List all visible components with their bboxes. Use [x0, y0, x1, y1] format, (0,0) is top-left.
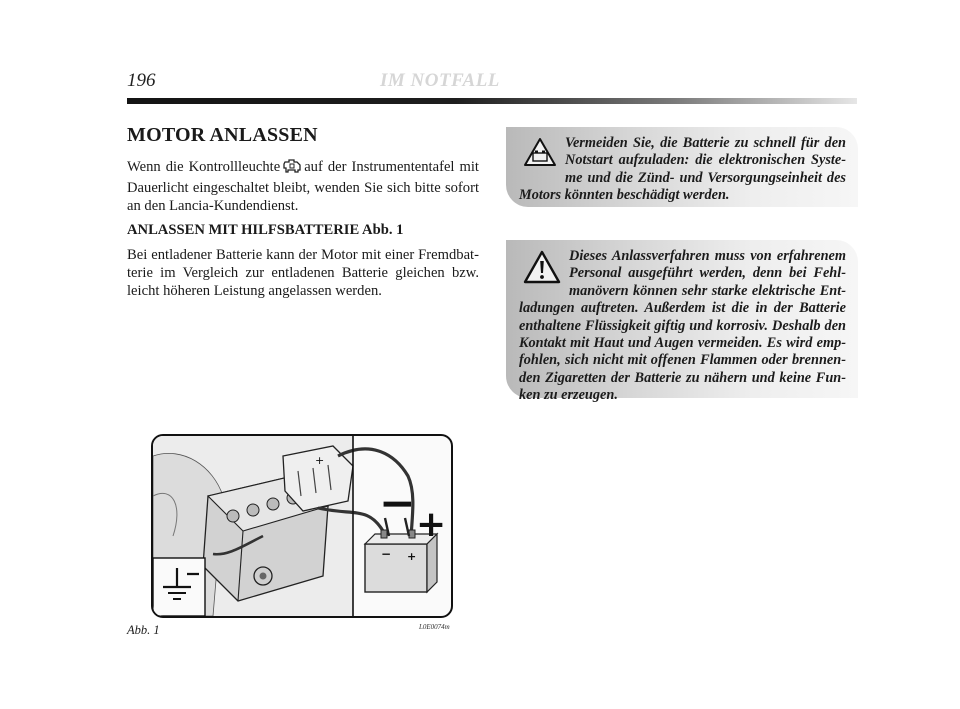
intro-paragraph: [127, 158, 479, 215]
car-battery-plus-label: +: [315, 454, 325, 467]
external-battery-plus-label: +: [416, 504, 447, 545]
engine-fault-lamp-icon: [282, 158, 302, 179]
warning-text-danger: Dieses Anlassverfahren muss von erfahrenem Personal ausgeführt werden, denn bei Fehlmanövern können sehr starke elektrische Entladungen auftreten. Außerdem ist die in der Batterie enthaltene Flüssigkeit giftig und korrosiv. Deshalb den Kontakt mit Haut und Augen vermeiden. Es wird empfohlen, sich nicht mit offenen Flammen oder brennenden Zigaretten der Batterie zu nähern und keine Funken zu erzeugen.: [519, 248, 846, 404]
body-paragraph: Bei entladener Batterie kann der Motor mit einer Fremdbatterie im Vergleich zur entladenen Batterie gleichen bzw. leicht höheren Leistung angelassen werden.: [127, 247, 479, 299]
external-battery-small-minus: −: [381, 547, 392, 561]
external-battery-small-plus: +: [407, 550, 417, 563]
external-battery-minus-label: −: [379, 478, 416, 529]
battery-caution-icon: [523, 137, 557, 172]
jump-start-illustration: [151, 434, 453, 618]
header-rule: [127, 98, 857, 104]
warning-box-danger: [506, 240, 858, 404]
figure-caption: Abb. 1: [127, 623, 160, 637]
intro-text-before: Wenn die Kontrollleuchte: [127, 159, 281, 175]
section-header: IM NOTFALL: [380, 70, 500, 91]
page-title: MOTOR ANLASSEN: [127, 124, 318, 146]
warning-text-charging: Vermeiden Sie, die Batterie zu schnell für den Notstart aufzuladen: die elektronischen Systeme und die Zünd- und Versorgungseinheit des Motors könnten beschädigt werden.: [519, 135, 846, 204]
page-number: 196: [127, 70, 156, 91]
warning-triangle-icon: [523, 250, 561, 289]
warning-box-charging: [506, 127, 858, 207]
subheading: ANLASSEN MIT HILFSBATTERIE Abb. 1: [127, 222, 404, 238]
figure-code: L0E0074m: [419, 623, 450, 631]
intro-text-after: auf der Instrumententafel mit Dauerlicht eingeschaltet bleibt, wenden Sie sich bitte sofort an den Lancia-Kundendienst.: [127, 159, 479, 214]
